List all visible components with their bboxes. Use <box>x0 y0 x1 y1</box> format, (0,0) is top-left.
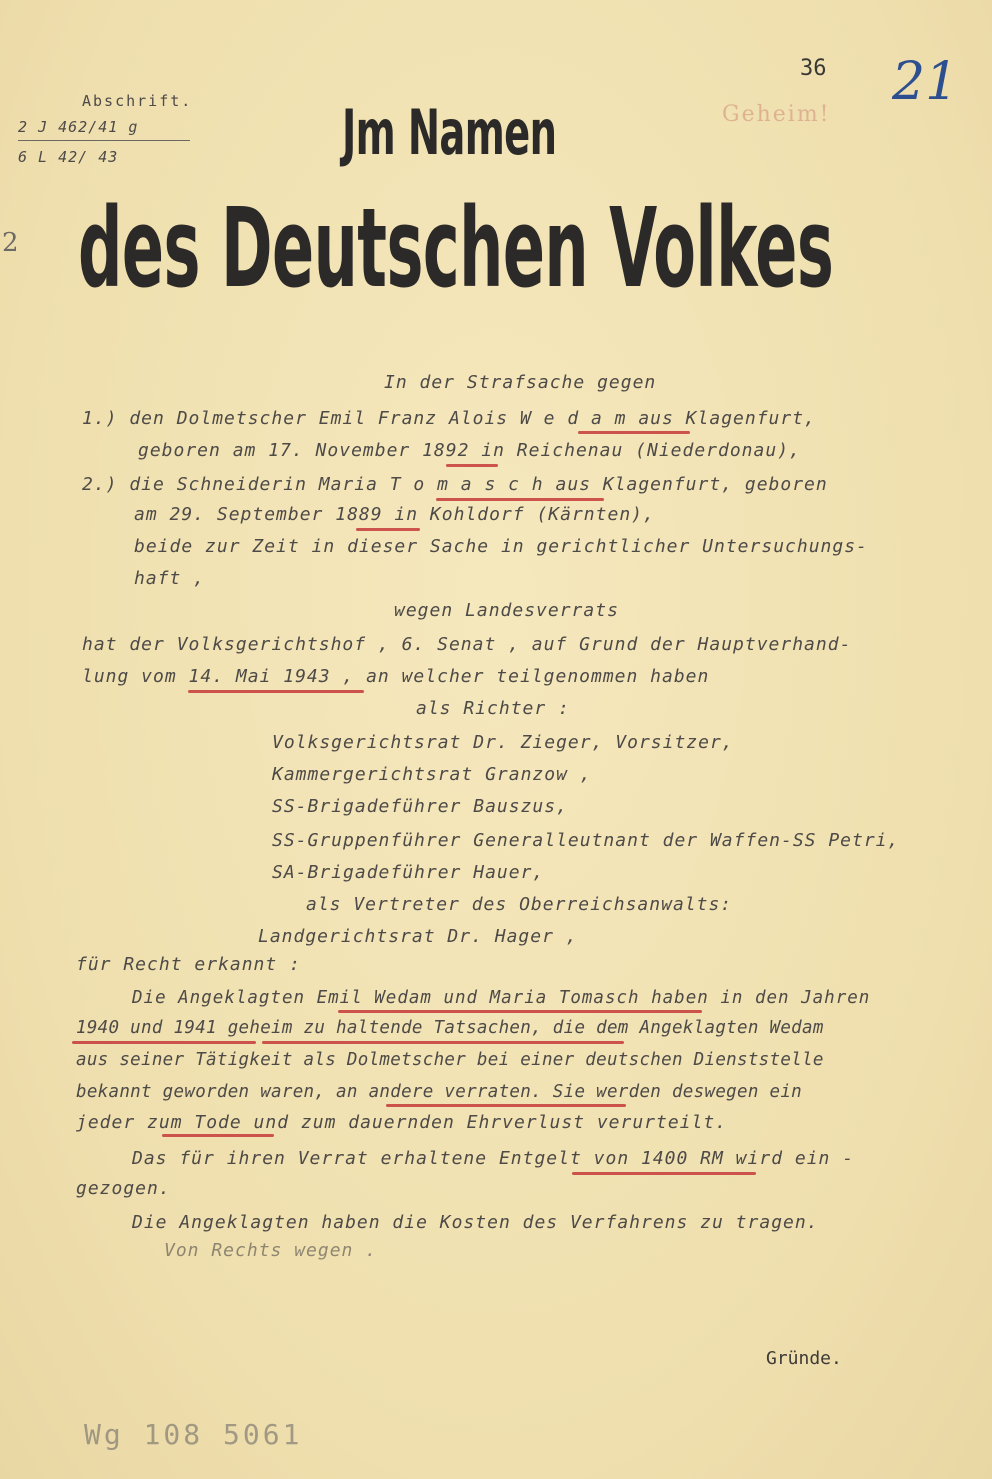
body-line: jeder zum Tode und zum dauernden Ehrverlust verurteilt. <box>76 1112 728 1133</box>
body-line: Von Rechts wegen . <box>164 1240 378 1261</box>
red-underline <box>162 1134 274 1137</box>
body-line: Landgerichtsrat Dr. Hager , <box>258 926 578 947</box>
red-underline <box>188 690 364 693</box>
red-underline <box>386 1104 626 1107</box>
body-line: Die Angeklagten haben die Kosten des Verfahrens zu tragen. <box>132 1212 819 1233</box>
red-underline <box>72 1041 256 1044</box>
body-line: Volksgerichtsrat Dr. Zieger, Vorsitzer, <box>272 732 734 753</box>
red-underline <box>262 1041 624 1044</box>
body-line: haft , <box>134 568 206 589</box>
title-line-2: des Deutschen Volkes <box>78 184 834 312</box>
archive-stamp: Wg 108 5061 <box>84 1418 303 1451</box>
blue-handwritten-mark: 21 <box>892 52 959 112</box>
red-underline <box>572 1172 756 1175</box>
body-line: In der Strafsache gegen <box>384 372 657 393</box>
body-line: geboren am 17. November 1892 in Reichenau (Niederdonau), <box>138 440 801 461</box>
body-line: als Vertreter des Oberreichsanwalts: <box>306 894 733 915</box>
margin-mark: 2 <box>2 228 19 258</box>
body-line: 1940 und 1941 geheim zu haltende Tatsachen, die dem Angeklagten Wedam <box>76 1018 824 1038</box>
red-underline <box>356 528 420 531</box>
abschrift-label: Abschrift. <box>82 92 193 110</box>
gruende-heading: Gründe. <box>766 1348 842 1369</box>
body-line: Die Angeklagten Emil Wedam und Maria Tomasch haben in den Jahren <box>132 988 871 1008</box>
body-line: lung vom 14. Mai 1943 , an welcher teilgenommen haben <box>82 666 710 687</box>
faded-stamp: Geheim! <box>722 102 831 127</box>
file-number-2: 6 L 42/ 43 <box>18 148 119 166</box>
body-line: 2.) die Schneiderin Maria T o m a s c h aus Klagenfurt, geboren <box>82 474 828 495</box>
body-line: bekannt geworden waren, an andere verraten. Sie werden deswegen ein <box>76 1082 803 1102</box>
body-line: als Richter : <box>416 698 570 719</box>
body-line: SS-Brigadeführer Bauszus, <box>272 796 568 817</box>
red-underline <box>446 464 498 467</box>
body-line: beide zur Zeit in dieser Sache in gerichtlicher Untersuchungs- <box>134 536 868 557</box>
file-number-underline <box>18 140 190 141</box>
body-line: für Recht erkannt : <box>76 954 301 975</box>
title-line-1: Jm Namen <box>342 96 557 169</box>
body-line: Kammergerichtsrat Granzow , <box>272 764 592 785</box>
body-line: Das für ihren Verrat erhaltene Entgelt von 1400 RM wird ein - <box>132 1148 855 1169</box>
red-underline <box>578 431 690 434</box>
body-line: 1.) den Dolmetscher Emil Franz Alois W e d a m aus Klagenfurt, <box>82 408 816 429</box>
body-line: wegen Landesverrats <box>394 600 619 621</box>
red-underline <box>338 1010 702 1013</box>
body-line: am 29. September 1889 in Kohldorf (Kärnten), <box>134 504 655 525</box>
body-line: SA-Brigadeführer Hauer, <box>272 862 545 883</box>
red-underline <box>436 498 604 501</box>
body-line: SS-Gruppenführer Generalleutnant der Waffen-SS Petri, <box>272 830 900 851</box>
page-number: 36 <box>800 56 827 81</box>
body-line: gezogen. <box>76 1178 171 1199</box>
body-line: aus seiner Tätigkeit als Dolmetscher bei einer deutschen Dienststelle <box>76 1050 824 1070</box>
body-line: hat der Volksgerichtshof , 6. Senat , auf Grund der Hauptverhand- <box>82 634 852 655</box>
file-number-1: 2 J 462/41 g <box>18 118 139 136</box>
